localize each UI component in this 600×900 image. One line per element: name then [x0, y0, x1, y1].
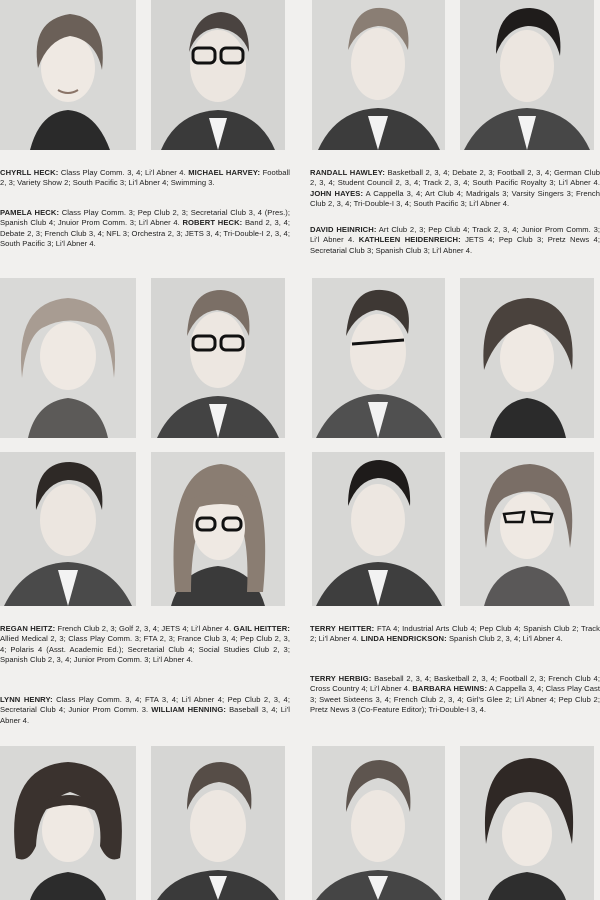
student-name: DAVID HEINRICH:	[310, 225, 377, 234]
student-name: RANDALL HAWLEY:	[310, 168, 385, 177]
student-name: PAMELA HECK:	[0, 208, 60, 217]
portrait-linda-hendrickson	[460, 452, 594, 606]
student-name: LINDA HENDRICKSON:	[360, 634, 447, 644]
student-activities: Baseball 2, 3, 4; Basketball 2, 3, 4; Football 2, 3; French Club 4; Cross Country 4; Li'l Abner 4.	[310, 674, 600, 694]
student-name: LYNN HENRY:	[0, 695, 53, 704]
portrait-row4-2	[151, 746, 285, 900]
portrait-image	[460, 278, 594, 438]
bio-david-kathleen	[310, 225, 600, 256]
bio-regan-gail	[0, 624, 290, 666]
portrait-row4-1	[0, 746, 136, 900]
bio-lynn-william	[0, 695, 290, 726]
student-activities: Class Play Comm. 3, 4; FTA 3, 4; Li'l Abner 4; Pep Club 2, 3, 4; Secretarial Club 4; Junior Prom Comm. 3.	[0, 695, 290, 715]
portrait-row4-4	[460, 746, 594, 900]
portrait-image	[151, 0, 285, 150]
student-activities: Art Club 2, 3; Pep Club 4; Track 2, 3, 4; Junior Prom Comm. 3; Li'l Abner 4.	[310, 225, 600, 245]
portrait-image	[312, 746, 445, 900]
bio-randall-john	[310, 168, 600, 210]
portrait-kathleen-heidenreich	[460, 278, 594, 438]
portrait-row4-3	[312, 746, 445, 900]
portrait-image	[0, 746, 136, 900]
student-name: WILLIAM HENNING:	[151, 705, 226, 715]
bio-pamela-robert	[0, 208, 290, 250]
student-activities: Spanish Club 2, 3, 4; Li'l Abner 4.	[448, 634, 563, 644]
student-name: GAIL HEITTER:	[233, 624, 290, 633]
student-activities: JETS 4; Pep Club 3; Pretz News 4; Secretarial Club 3; Spanish Club 3; Li'l Abner 4.	[310, 235, 600, 255]
student-activities: Baseball 3, 4; Li'l Abner 4.	[0, 705, 290, 725]
student-name: MICHAEL HARVEY:	[188, 168, 261, 177]
student-activities: Band 2, 3, 4; Debate 2, 3; French Club 3, 4; NFL 3; Orchestra 2, 3; JETS 3, 4; Tri-Double-I 2, 3, 4; South Pacific 3; Li'l Abner 4.	[0, 218, 291, 249]
student-name: ROBERT HECK:	[182, 218, 243, 228]
portrait-image	[460, 452, 594, 606]
student-activities: Football 2, 3; Variety Show 2; South Pacific 3; Li'l Abner 4; Swimming 3.	[0, 168, 290, 188]
portrait-image	[0, 0, 136, 150]
portrait-michael-harvey	[151, 0, 285, 150]
student-activities: Class Play Comm. 3; Pep Club 2, 3; Secretarial Club 3, 4 (Pres.); Spanish Club 4; Jnuior Prom Comm. 3; Li'l Abner 4.	[0, 208, 290, 228]
student-activities: A Cappella 3, 4; Class Play Cast 3; Sweet Sixteens 3, 4; French Club 2, 3, 4; Girl's Glee 2; Li'l Abner 4; Pep Club 2; Pretz News 3 (Co-Feature Editor); Tri-Double-I 3, 4.	[310, 684, 600, 715]
student-activities: Class Play Comm. 3, 4; Li'l Abner 4.	[60, 168, 186, 177]
student-name: TERRY HEITTER:	[310, 624, 375, 633]
student-name: JOHN HAYES:	[310, 188, 364, 198]
portrait-image	[0, 452, 136, 606]
bio-chyrll-michael	[0, 168, 290, 189]
student-name: KATHLEEN HEIDENREICH:	[358, 235, 461, 245]
portrait-image	[312, 0, 445, 150]
student-activities: A Cappella 3, 4; Art Club 4; Madrigals 3; Varsity Singers 3; French Club 2, 3, 4; Tri-Double-I 3, 4; South Pacific 3; Li'l Abner 4.	[310, 188, 600, 209]
portrait-terry-heitter	[312, 452, 445, 606]
portrait-image	[460, 0, 594, 150]
bio-terry-linda	[310, 624, 600, 645]
portrait-image	[151, 452, 285, 606]
portrait-john-hayes	[460, 0, 594, 150]
portrait-image	[460, 746, 594, 900]
student-activities: FTA 4; Industrial Arts Club 4; Pep Club 4; Spanish Club 2; Track 2; Li'l Abner 4.	[310, 624, 600, 644]
portrait-chyrll-heck	[0, 0, 136, 150]
portrait-robert-heck	[151, 278, 285, 438]
portrait-image	[0, 278, 136, 438]
portrait-randall-hawley	[312, 0, 445, 150]
portrait-image	[312, 278, 445, 438]
portrait-image	[312, 452, 445, 606]
portrait-image	[151, 278, 285, 438]
student-activities: Basketball 2, 3, 4; Debate 2, 3; Football 2, 3, 4; German Club 2, 3, 4; Student Council 2, 3, 4; Track 2, 3, 4; South Pacific Royalty 3; Li'l Abner 4.	[310, 168, 600, 188]
student-activities: Allied Medical 2, 3; Class Play Comm. 3; FTA 2, 3; France Club 3, 4; Pep Club 2, 3, 4; Polaris 4 (Asst. Academic Ed.); Secretarial Club 4; Social Studies Club 2, 3; Spanish Club 2, 3, 4; Junior Prom Comm. 3; Li'l Abner 4.	[0, 634, 290, 665]
portrait-regan-heitz	[0, 452, 136, 606]
student-name: TERRY HERBIG:	[310, 674, 372, 683]
bio-terry-barbara	[310, 674, 600, 716]
student-name: CHYRLL HECK:	[0, 168, 59, 177]
portrait-pamela-heck	[0, 278, 136, 438]
student-name: REGAN HEITZ:	[0, 624, 56, 633]
student-activities: French Club 2, 3; Golf 2, 3, 4; JETS 4; Li'l Abner 4.	[57, 624, 232, 633]
portrait-gail-heitter	[151, 452, 285, 606]
portrait-image	[151, 746, 285, 900]
portrait-david-heinrich	[312, 278, 445, 438]
student-name: BARBARA HEWINS:	[412, 684, 488, 694]
